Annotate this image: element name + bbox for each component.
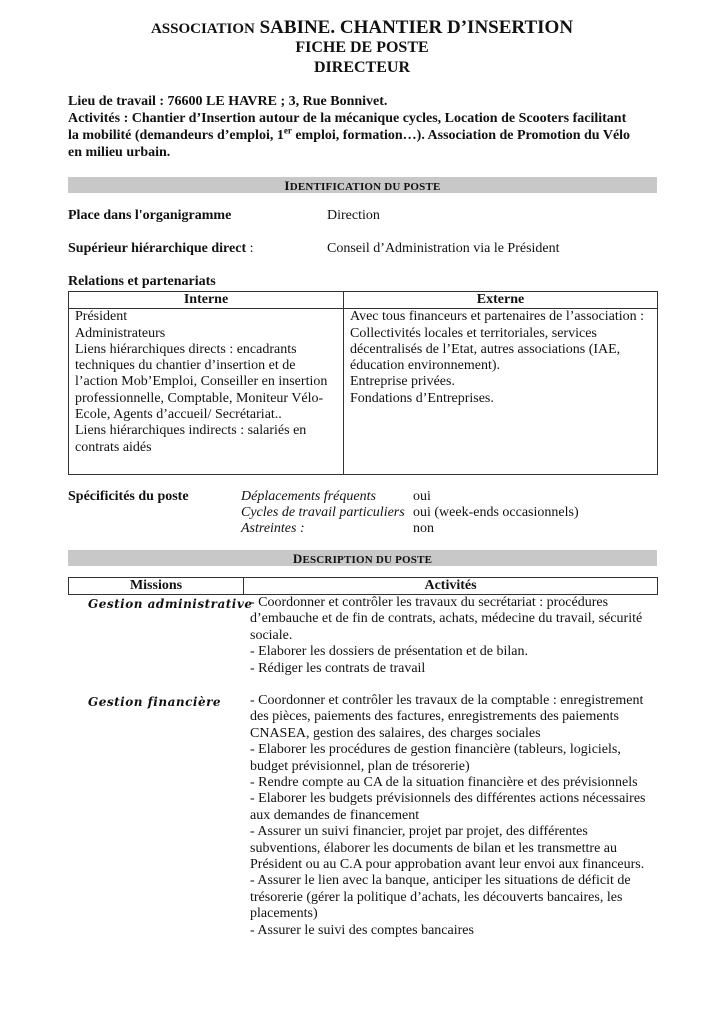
externe-line: Fondations d’Entreprises. bbox=[350, 390, 494, 406]
document-title bbox=[0, 17, 724, 39]
activity-line: Président ou au C.A pour approbation avant leur envoi aux financeurs. bbox=[250, 857, 645, 873]
externe-line: Entreprise privées. bbox=[350, 374, 455, 390]
activity-line: - Elaborer les procédures de gestion financière (tableurs, logiciels, bbox=[250, 742, 621, 758]
activity-line: - Rédiger les contrats de travail bbox=[250, 660, 426, 676]
activity-line: - Elaborer les budgets prévisionnels des différentes actions nécessaires bbox=[250, 791, 646, 807]
activity-line: - Coordonner et contrôler les travaux du secrétariat : procédures bbox=[250, 595, 609, 610]
place-label: Place dans l'organigramme bbox=[68, 208, 232, 223]
specificites-label: Spécificités du poste bbox=[68, 489, 189, 504]
interne-line: Administrateurs bbox=[75, 325, 166, 341]
specificite-value: non bbox=[413, 521, 434, 536]
externe-line: Collectivités locales et territoriales, services bbox=[350, 325, 597, 341]
externe-header: Externe bbox=[344, 292, 658, 309]
activity-line: d’embauche et de fin de contrats, achats, médecine du travail, sécurité bbox=[250, 611, 643, 627]
externe-line: Avec tous financeurs et partenaires de l’association : bbox=[350, 309, 645, 325]
activity-line: - Assurer un suivi financier, projet par projet, des différentes bbox=[250, 824, 588, 840]
interne-line: l’action Mob’Emploi, Conseiller en insertion bbox=[75, 374, 328, 390]
place-value: Direction bbox=[327, 208, 380, 223]
mission-activities bbox=[250, 595, 642, 677]
position-title: DIRECTEUR bbox=[313, 59, 410, 76]
specificite-value: oui bbox=[413, 489, 431, 504]
externe-line: décentralisés de l’Etat, autres associations (IAE, bbox=[350, 341, 621, 357]
externe-line: éducation environnement). bbox=[350, 358, 501, 374]
interne-line: Liens hiérarchiques directs : encadrants bbox=[75, 341, 297, 357]
relations-label: Relations et partenariats bbox=[68, 274, 216, 289]
interne-line: professionnelle, Comptable, Moniteur Vélo- bbox=[75, 390, 324, 406]
activity-line: sociale. bbox=[250, 627, 293, 643]
interne-line: Président bbox=[75, 309, 128, 325]
interne-line: Liens hiérarchiques indirects : salariés en bbox=[75, 423, 307, 439]
section-initial: D bbox=[292, 551, 303, 566]
mission-name: Gestion administrative bbox=[88, 597, 253, 611]
section-rest: ESCRIPTION DU POSTE bbox=[302, 554, 433, 566]
lieu-de-travail: Lieu de travail : 76600 LE HAVRE ; 3, Rue Bonnivet. bbox=[68, 94, 388, 109]
activity-line: - Rendre compte au CA de la situation financière et des prévisionnels bbox=[250, 775, 638, 791]
activity-line: CNASEA, gestion des salaires, des charges sociales bbox=[250, 725, 541, 741]
intro-block bbox=[68, 93, 668, 161]
colon: : bbox=[246, 241, 254, 256]
activites-line: Activités : Chantier d’Insertion autour de la mécanique cycles, Location de Scooters facilitant bbox=[68, 111, 627, 126]
superieur-value: Conseil d’Administration via le Président bbox=[327, 241, 560, 256]
interne-line: techniques du chantier d’insertion et de bbox=[75, 358, 296, 374]
activity-line: - Coordonner et contrôler les travaux de la comptable : enregistrement bbox=[250, 693, 644, 708]
activity-line: des pièces, paiements des factures, enregistrements des paiements bbox=[250, 709, 619, 725]
mission-name: Gestion financière bbox=[88, 695, 222, 709]
interne-line: Ecole, Agents d’accueil/ Secrétariat.. bbox=[75, 407, 282, 423]
activites-line bbox=[68, 127, 668, 144]
activity-line: - Assurer le suivi des comptes bancaires bbox=[250, 922, 474, 938]
specificite-key: Astreintes : bbox=[241, 521, 305, 536]
externe-cell bbox=[344, 309, 658, 475]
section-header-description bbox=[68, 550, 657, 566]
specificite-key: Cycles de travail particuliers bbox=[241, 505, 405, 520]
interne-line: contrats aidés bbox=[75, 439, 152, 455]
activity-line: - Elaborer les dossiers de présentation et de bilan. bbox=[250, 644, 528, 660]
title-rest: SABINE. CHANTIER D’INSERTION bbox=[259, 17, 574, 38]
specificite-value: oui (week-ends occasionnels) bbox=[413, 505, 579, 520]
relations-table bbox=[68, 291, 658, 475]
activity-line: trésorerie (gérer la politique d’achats, les découverts bancaires, les bbox=[250, 889, 623, 905]
superieur-label bbox=[68, 241, 254, 257]
interne-cell bbox=[69, 309, 344, 475]
specificite-key: Déplacements fréquents bbox=[241, 489, 376, 504]
activites-text: emploi, formation…). Association de Promotion du Vélo bbox=[291, 128, 631, 143]
activites-line: en milieu urbain. bbox=[68, 145, 171, 160]
section-rest: DENTIFICATION DU POSTE bbox=[289, 181, 441, 193]
section-initial: I bbox=[284, 178, 290, 193]
activity-line: aux demandes de financement bbox=[250, 807, 420, 823]
activity-line: budget prévisionnel, plan de trésorerie) bbox=[250, 758, 470, 774]
activites-header: Activités bbox=[244, 578, 658, 595]
mission-activities bbox=[250, 693, 646, 939]
activity-line: subventions, élaborer les documents de bilan et les transmettre au bbox=[250, 840, 618, 856]
section-header-identification bbox=[68, 177, 657, 193]
activity-line: placements) bbox=[250, 906, 318, 922]
missions-header: Missions bbox=[69, 578, 244, 595]
title-association: ASSOCIATION bbox=[150, 21, 255, 37]
activity-line: - Assurer le lien avec la banque, anticiper les situations de déficit de bbox=[250, 873, 631, 889]
interne-header: Interne bbox=[69, 292, 344, 309]
document-subtitle: FICHE DE POSTE bbox=[295, 39, 429, 56]
activites-text: la mobilité (demandeurs d’emploi, 1 bbox=[68, 128, 284, 143]
missions-table-header bbox=[68, 577, 658, 595]
superscript: er bbox=[283, 125, 292, 136]
superieur-label-text: Supérieur hiérarchique direct bbox=[68, 241, 247, 256]
